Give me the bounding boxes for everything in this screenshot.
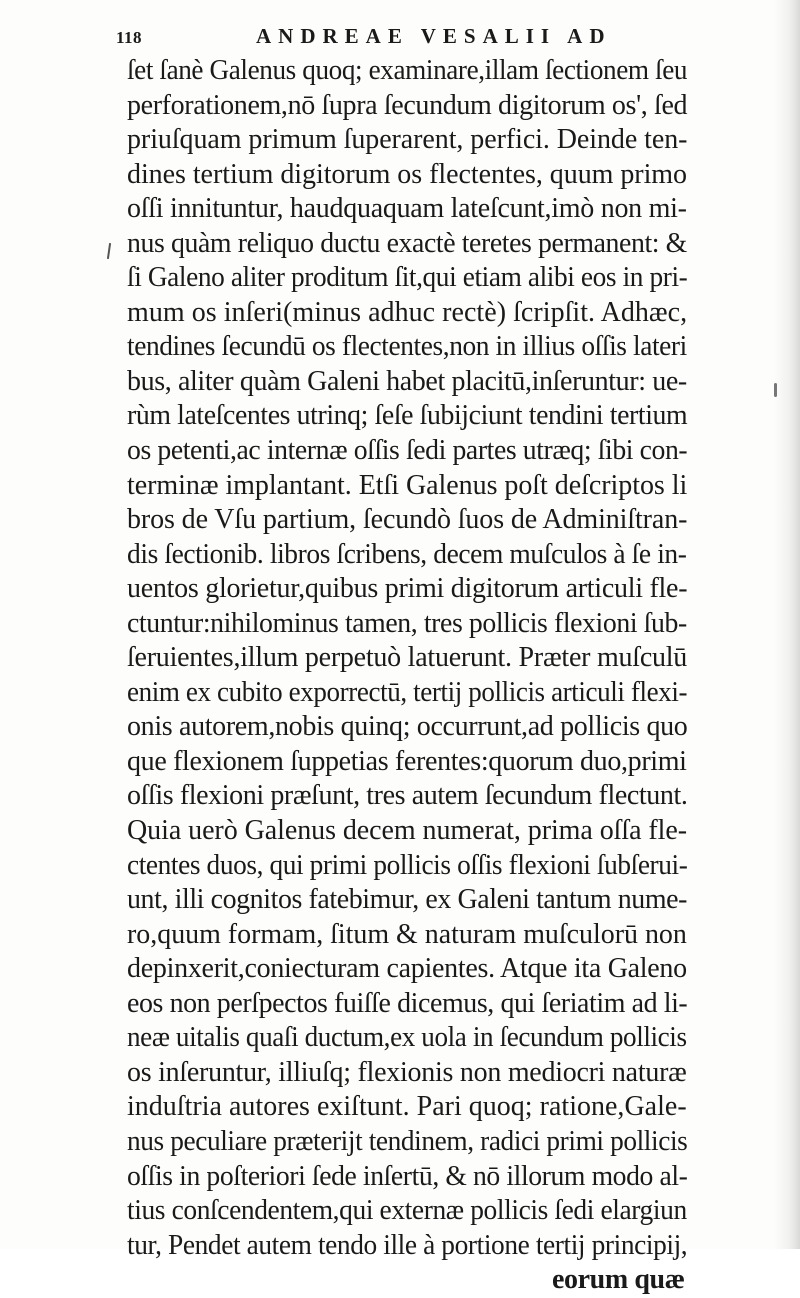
text-line: ſet ſanè Galenus quoq; examinare,illam ſectionem ſeu: [127, 55, 688, 86]
catchword: eorum quæ: [552, 1264, 685, 1296]
text-line: os petenti,ac internæ oſſis ſedi partes utræq; ſibi con-: [127, 435, 688, 467]
text-line: tendines ſecundū os flectentes,non in illius oſſis lateri: [127, 331, 687, 363]
text-line: mum os inſeri(minus adhuc rectè) ſcripſit. Adhæc,: [127, 296, 688, 328]
text-line: depinxerit,coniecturam capientes. Atque ita Galeno: [127, 953, 687, 985]
text-line: tius conſcendentem,qui externæ pollicis ſedi elargiun: [127, 1195, 687, 1227]
text-line: ſeruientes,illum perpetuò latuerunt. Præter muſculū: [127, 642, 688, 674]
text-line: neæ uitalis quaſi ductum,ex uola in ſecundum pollicis: [127, 1022, 687, 1054]
text-line: nus quàm reliquo ductu exactè teretes permanent: &: [127, 227, 687, 259]
text-line: oſſis in poſteriori ſede inſertū, & nō illorum modo al-: [127, 1160, 688, 1192]
text-line: ſi Galeno aliter proditum ſit,qui etiam alibi eos in pri-: [127, 262, 688, 294]
text-line: oſſis flexioni præſunt, tres autem ſecundum flectunt.: [127, 780, 688, 812]
text-line: uentos glorietur,quibus primi digitorum articuli fle-: [127, 573, 688, 605]
text-line: terminæ implantant. Etſi Galenus poſt deſcriptos li: [127, 469, 688, 501]
text-line: bus, aliter quàm Galeni habet placitū,inſeruntur: ue-: [127, 365, 687, 397]
text-line: tur, Pendet autem tendo ille à portione tertij principij,: [127, 1229, 688, 1261]
text-line: dines tertium digitorum os flectentes, quum primo: [127, 158, 687, 190]
text-line: onis autorem,nobis quinq; occurrunt,ad pollicis quo: [127, 711, 688, 743]
text-line: dis ſectionib. libros ſcribens, decem muſculos à ſe in-: [127, 538, 687, 570]
page-header: [116, 22, 696, 52]
page-number: 118: [116, 28, 143, 47]
text-line: priuſquam primum ſuperarent, perfici. Deinde ten-: [127, 124, 688, 156]
running-head: ANDREAE VESALII AD: [256, 24, 612, 48]
text-line: ctentes duos, qui primi pollicis oſſis flexioni ſubſerui-: [127, 849, 688, 881]
page-edge-shadow: [774, 0, 800, 1249]
text-line: rùm lateſcentes utrinq; ſeſe ſubijciunt tendini tertium: [127, 400, 688, 432]
edge-mark: [774, 383, 777, 397]
text-line: unt, illi cognitos fatebimur, ex Galeni tantum nume-: [127, 884, 688, 916]
text-line: eos non perſpectos fuiſſe dicemus, qui ſeriatim ad li-: [127, 987, 688, 1019]
text-line: oſſi innituntur, haudquaquam lateſcunt,imò non mi-: [127, 193, 687, 225]
text-line: bros de Vſu partium, ſecundò ſuos de Adminiſtran-: [127, 504, 688, 536]
text-line: perforationem,nō ſupra ſecundum digitorum os', ſed: [127, 89, 688, 121]
text-line: ro,quum formam, ſitum & naturam muſculorū non: [127, 918, 687, 950]
text-line: os inſeruntur, illiuſq; flexionis non mediocri naturæ: [127, 1056, 687, 1088]
body-text: [127, 54, 687, 1298]
text-line: enim ex cubito exporrectū, tertij pollicis articuli flexi-: [127, 676, 688, 708]
text-line: Quia uerò Galenus decem numerat, prima oſſa fle-: [127, 815, 688, 847]
text-line: nus peculiare præterijt tendinem, radici primi pollicis: [127, 1125, 688, 1157]
text-line: induſtria autores exiſtunt. Pari quoq; ratione,Gale-: [127, 1091, 687, 1123]
text-line: que flexionem ſuppetias ferentes:quorum duo,primi: [127, 745, 687, 777]
text-line: ctuntur:nihilominus tamen, tres pollicis flexioni ſub-: [127, 607, 687, 639]
